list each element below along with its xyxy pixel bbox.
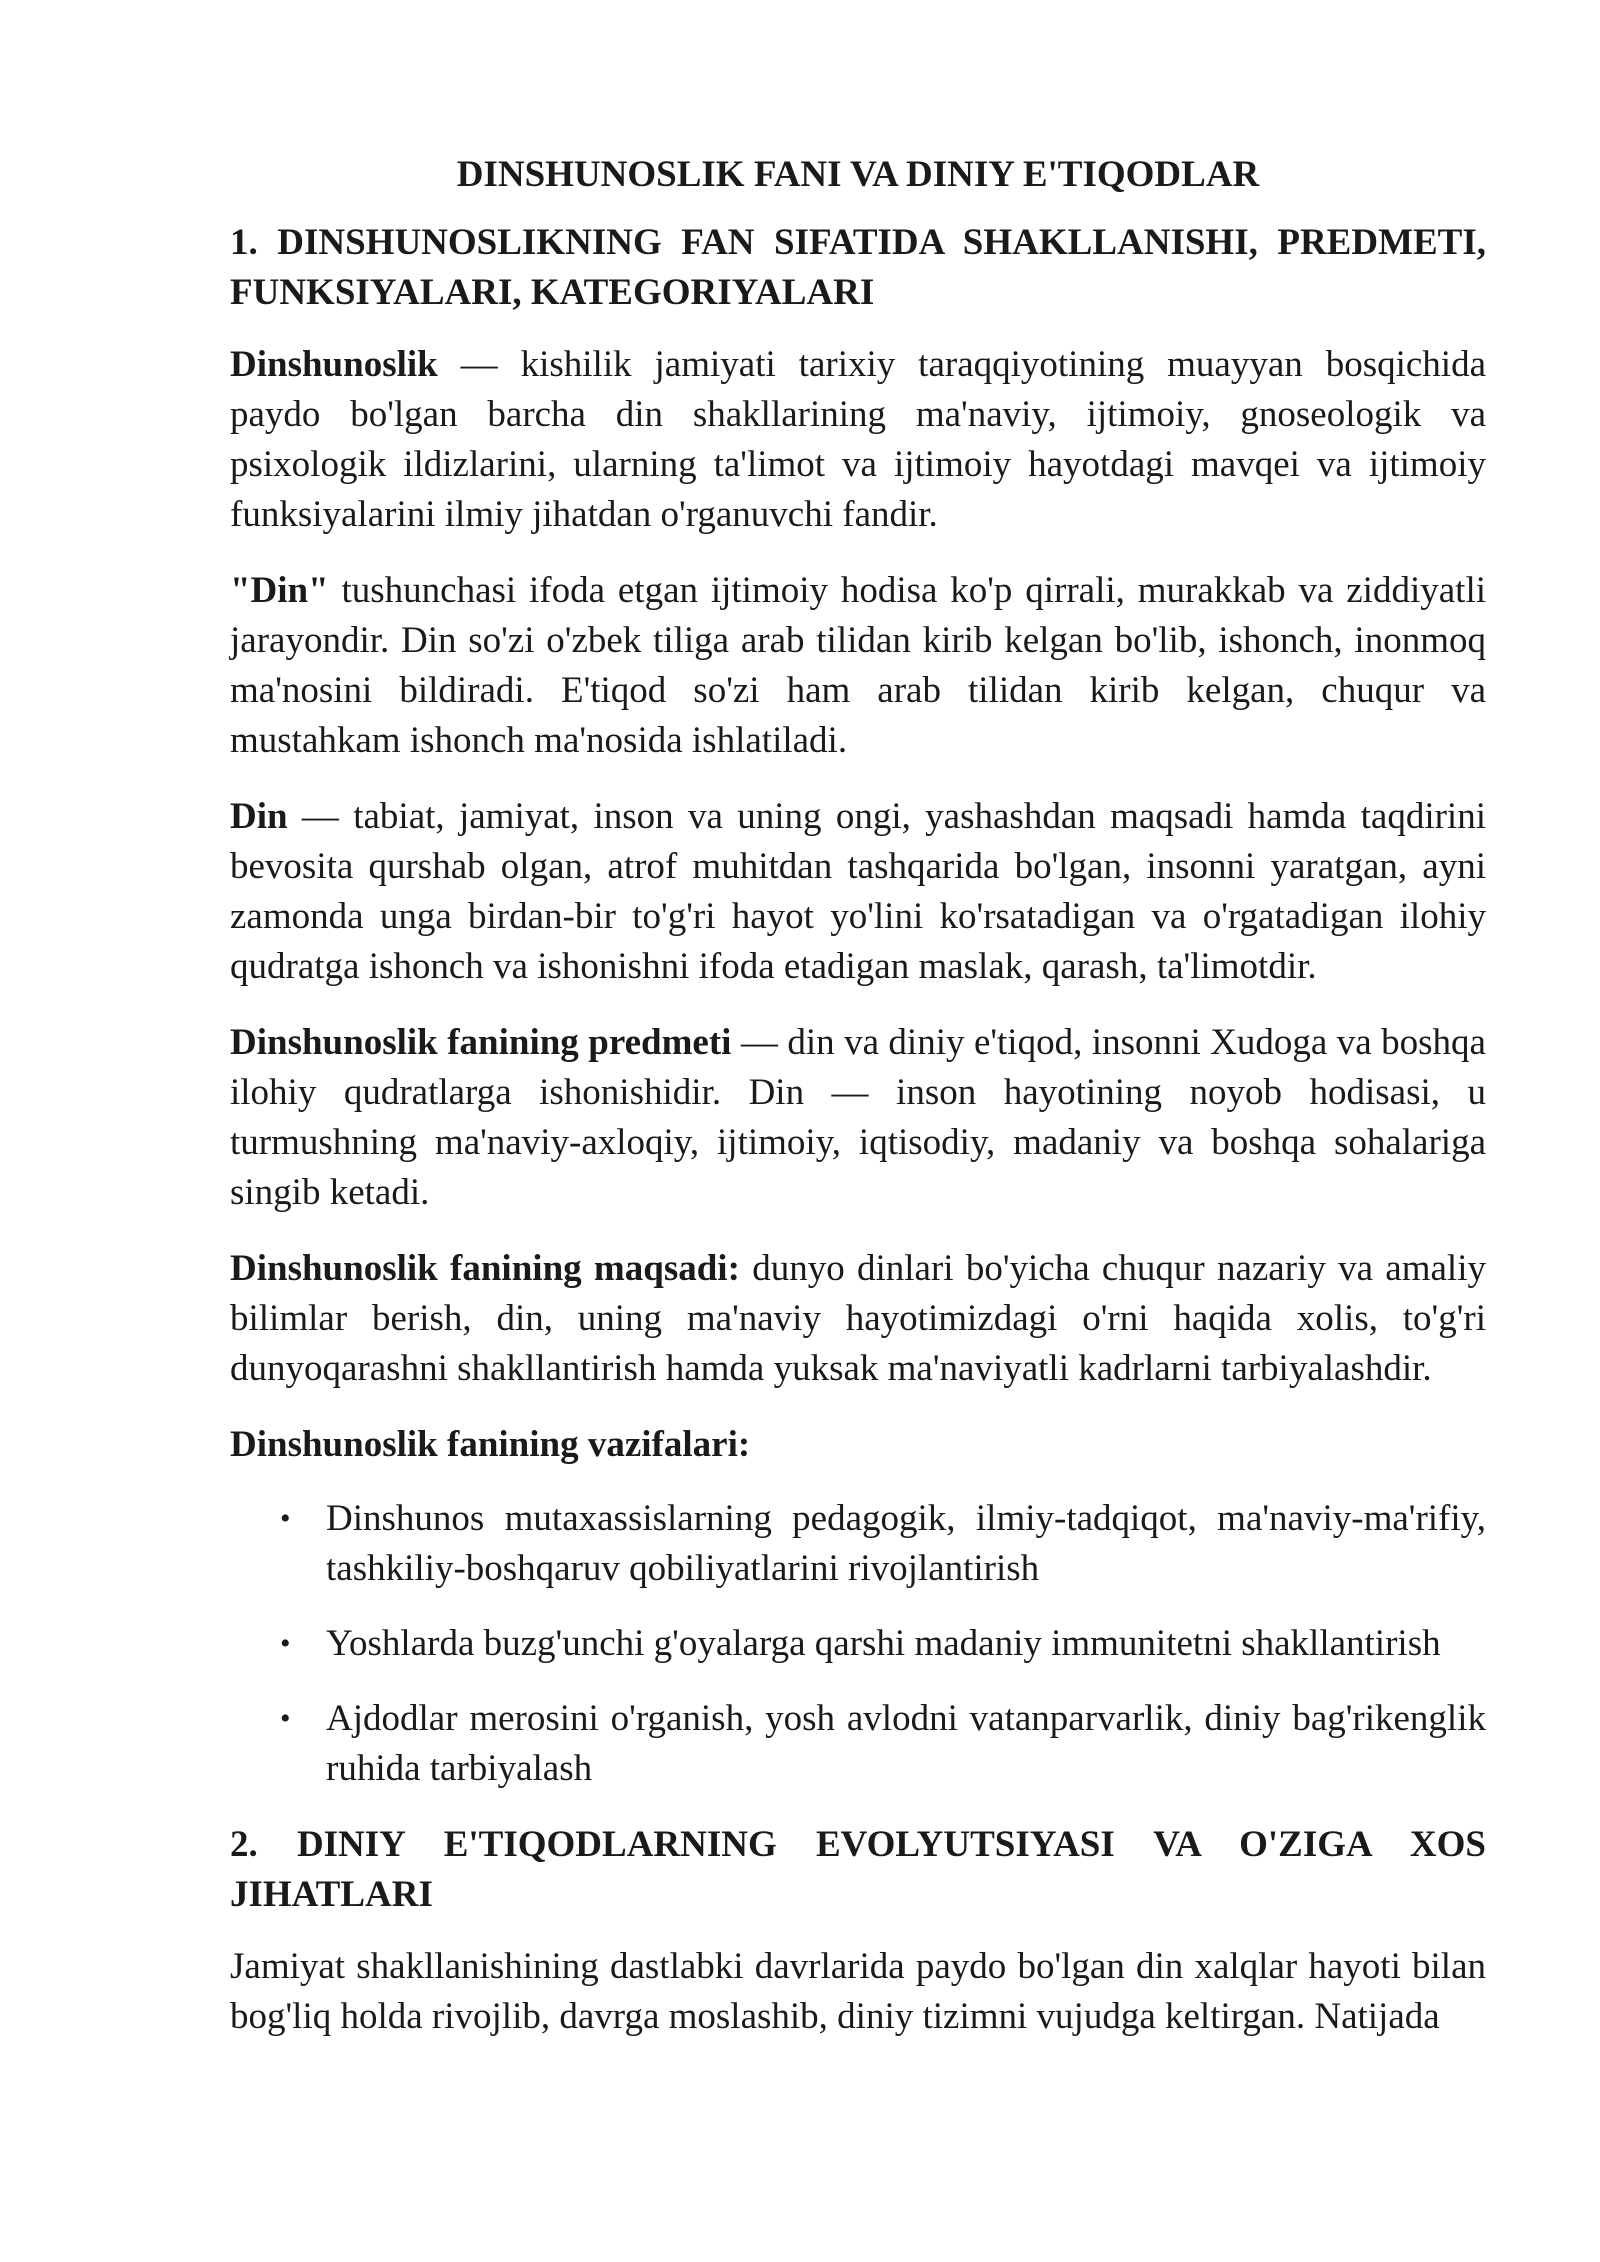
bullet-icon: • bbox=[280, 1627, 291, 1660]
definition-din-concept bbox=[230, 566, 1486, 766]
term-goal: Dinshunoslik fanining maqsadi: bbox=[230, 1248, 740, 1289]
definition-dinshunoslik bbox=[230, 340, 1486, 540]
goal-text: dunyo dinlari bo'yicha chuqur nazariy va amaliy bilimlar berish, din, uning ma'naviy hayotimizdagi o'rni haqida xolis, to'g'ri dunyoqarashni shakllantirish hamda yuksak ma'naviyatli kadrlarni tarbiyalashdir. bbox=[230, 1248, 1486, 1389]
document-page bbox=[230, 150, 1486, 2068]
list-item bbox=[230, 1694, 1486, 1794]
list-item-text: Dinshunos mutaxassislarning pedagogik, ilmiy-tadqiqot, ma'naviy-ma'rifiy, tashkiliy-boshqaruv qobiliyatlarini rivojlantirish bbox=[326, 1498, 1486, 1589]
definition-dinshunoslik-text: — kishilik jamiyati tarixiy taraqqiyotining muayyan bosqichida paydo bo'lgan barcha din shakllarining ma'naviy, ijtimoiy, gnoseologik va psixologik ildizlarini, ularning ta'limot va ijtimoiy hayotdagi mavqei va ijtimoiy funksiyalarini ilmiy jihatdan o'rganuvchi fandir. bbox=[230, 344, 1486, 535]
list-item bbox=[230, 1619, 1486, 1669]
section-2-heading: 2. DINIY E'TIQODLARNING EVOLYUTSIYASI VA O'ZIGA XOS JIHATLARI bbox=[230, 1824, 1486, 1915]
evolution-paragraph: Jamiyat shakllanishining dastlabki davrlarida paydo bo'lgan din xalqlar hayoti bilan bog'liq holda rivojlib, davrga moslashib, diniy tizimni vujudga keltirgan. Natijada bbox=[230, 1946, 1486, 2037]
term-dinshunoslik: Dinshunoslik bbox=[230, 344, 438, 385]
definition-din bbox=[230, 792, 1486, 992]
subject-text: — din va diniy e'tiqod, insonni Xudoga va boshqa ilohiy qudratlarga ishonishidir. Din — inson hayotining noyob hodisasi, u turmushning ma'naviy-axloqiy, ijtimoiy, iqtisodiy, madaniy va boshqa sohalariga singib ketadi. bbox=[230, 1022, 1486, 1213]
term-din: Din bbox=[230, 796, 288, 837]
list-item-text: Ajdodlar merosini o'rganish, yosh avlodni vatanparvarlik, diniy bag'rikenglik ruhida tarbiyalash bbox=[326, 1698, 1486, 1789]
document-title: DINSHUNOSLIK FANI VA DINIY E'TIQODLAR bbox=[456, 154, 1260, 195]
list-item-text: Yoshlarda buzg'unchi g'oyalarga qarshi madaniy immunitetni shakllantirish bbox=[326, 1623, 1441, 1664]
subject-paragraph bbox=[230, 1018, 1486, 1218]
bullet-icon: • bbox=[280, 1502, 291, 1535]
term-subject: Dinshunoslik fanining predmeti bbox=[230, 1022, 732, 1063]
definition-din-text: — tabiat, jamiyat, inson va uning ongi, yashashdan maqsadi hamda taqdirini bevosita qurshab olgan, atrof muhitdan tashqarida bo'lgan, insonni yaratgan, ayni zamonda unga birdan-bir to'g'ri hayot yo'lini ko'rsatadigan va o'rgatadigan ilohiy qudratga ishonch va ishonishni ifoda etadigan maslak, qarash, ta'limotdir. bbox=[230, 796, 1486, 987]
bullet-icon: • bbox=[280, 1702, 291, 1735]
list-item bbox=[230, 1494, 1486, 1594]
section-1-heading: 1. DINSHUNOSLIKNING FAN SIFATIDA SHAKLLANISHI, PREDMETI, FUNKSIYALARI, KATEGORIYALARI bbox=[230, 222, 1486, 313]
definition-din-concept-text: tushunchasi ifoda etgan ijtimoiy hodisa ko'p qirrali, murakkab va ziddiyatli jarayondir. Din so'zi o'zbek tiliga arab tilidan kirib kelgan bo'lib, ishonch, inonmoq ma'nosini bildiradi. E'tiqod so'zi ham arab tilidan kirib kelgan, chuqur va mustahkam ishonch ma'nosida ishlatiladi. bbox=[230, 570, 1486, 761]
term-din-quoted: "Din" bbox=[230, 570, 329, 611]
tasks-heading: Dinshunoslik fanining vazifalari: bbox=[230, 1424, 751, 1465]
goal-paragraph bbox=[230, 1244, 1486, 1394]
tasks-list bbox=[230, 1494, 1486, 1794]
